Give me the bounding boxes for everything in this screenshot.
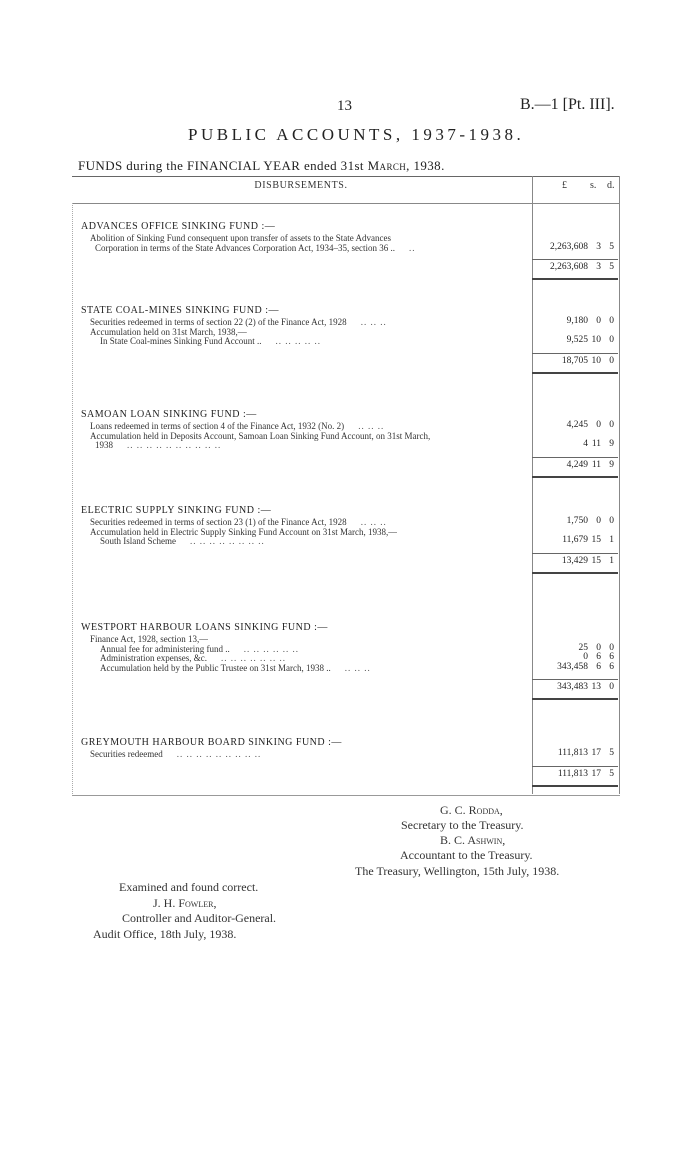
leader-dots: .. .. .. .. .. .. .. <box>220 653 286 663</box>
amount-shillings: 6 <box>596 661 601 672</box>
section-total <box>532 769 616 779</box>
total-shillings: 11 <box>591 459 601 470</box>
total-pounds: 111,813 <box>557 768 588 779</box>
line-text: Corporation in terms of the State Advances Corporation Act, 1934–35, section 36 .. <box>95 242 395 253</box>
section-line <box>100 653 286 663</box>
section-heading: WESTPORT HARBOUR LOANS SINKING FUND :— <box>81 622 328 633</box>
line-amount <box>532 652 616 662</box>
section-total <box>532 460 616 470</box>
amount-shillings: 6 <box>596 652 601 662</box>
total-pounds: 13,429 <box>561 555 588 566</box>
section-total <box>532 682 616 692</box>
secretary-name: G. C. Rodda, <box>440 803 503 817</box>
section-line <box>90 317 387 327</box>
section-line <box>90 527 397 537</box>
total-pounds: 2,263,608 <box>550 262 588 272</box>
line-amount <box>532 316 616 326</box>
accountant-name: B. C. Ashwin, <box>440 833 506 847</box>
amount-pence: 0 <box>609 316 614 326</box>
leader-dots: .. .. .. .. .. .. .. .. .. <box>176 749 262 759</box>
section-line <box>100 536 265 546</box>
amount-shillings: 0 <box>596 316 601 326</box>
secretary-title: Secretary to the Treasury. <box>401 818 524 832</box>
amount-pounds: 0 <box>583 652 588 662</box>
shillings-heading: s. <box>590 180 597 191</box>
amount-pounds: 9,180 <box>566 316 588 326</box>
line-text: Annual fee for administering fund .. <box>100 643 230 654</box>
audit-examined: Examined and found correct. <box>119 880 259 894</box>
amount-shillings: 0 <box>596 516 601 526</box>
total-pence: 1 <box>609 555 614 566</box>
total-shillings: 15 <box>591 555 601 566</box>
section-line <box>90 327 247 337</box>
section-line <box>90 233 391 243</box>
section-line <box>100 336 321 346</box>
leader-dots: .. .. .. <box>360 317 387 327</box>
amount-shillings: 0 <box>596 420 601 430</box>
amount-shillings: 10 <box>591 335 601 345</box>
total-shillings: 13 <box>591 682 601 692</box>
section-line <box>90 421 384 431</box>
right-border <box>619 176 620 794</box>
total-pence: 0 <box>609 682 614 692</box>
section-line <box>95 440 221 450</box>
amount-pence: 0 <box>609 335 614 345</box>
auditor-name: J. H. Fowler, <box>153 896 217 910</box>
leader-dots: .. .. .. .. .. .. .. .. <box>190 536 265 546</box>
total-pence: 5 <box>609 768 614 779</box>
total-shillings: 17 <box>591 768 601 779</box>
amount-pence: 6 <box>609 661 614 672</box>
amount-pounds: 111,813 <box>557 748 588 758</box>
amount-pence: 6 <box>609 652 614 662</box>
section-heading: SAMOAN LOAN SINKING FUND :— <box>81 409 257 420</box>
line-amount <box>532 439 616 449</box>
subtitle-month: March <box>367 158 407 173</box>
total-shillings: 10 <box>591 355 601 366</box>
line-text: Accumulation held by the Public Trustee on 31st March, 1938 .. <box>100 662 331 673</box>
line-amount <box>532 242 616 252</box>
line-text: Accumulation held in Electric Supply Sinking Fund Account on 31st March, 1938,— <box>90 526 398 537</box>
line-amount <box>532 535 616 545</box>
amount-pounds: 343,458 <box>557 661 588 672</box>
line-text: Securities redeemed in terms of section 22 (2) of the Finance Act, 1928 <box>90 317 347 327</box>
subtitle-prefix: FUNDS during the FINANCIAL YEAR ended 31st <box>78 158 368 173</box>
column-heading: DISBURSEMENTS. <box>254 180 348 191</box>
section-line <box>90 517 387 527</box>
total-pence: 9 <box>609 459 614 470</box>
leader-dots: .. .. .. .. .. <box>275 336 321 346</box>
amount-pence: 5 <box>609 241 614 252</box>
amount-pounds: 9,525 <box>566 335 588 345</box>
line-text: Loans redeemed in terms of section 4 of the Finance Act, 1932 (No. 2) <box>90 421 345 431</box>
section-heading: ELECTRIC SUPPLY SINKING FUND :— <box>81 505 272 516</box>
amount-shillings: 0 <box>596 642 601 653</box>
audit-place-date: Audit Office, 18th July, 1938. <box>93 927 237 941</box>
subtitle-suffix: , 1938. <box>406 158 445 173</box>
line-text: In State Coal-mines Sinking Fund Account .. <box>100 336 262 346</box>
section-line <box>100 644 299 654</box>
line-amount <box>532 748 616 758</box>
document-reference: B.—1 [Pt. III]. <box>520 96 615 113</box>
section-heading: STATE COAL-MINES SINKING FUND :— <box>81 305 279 316</box>
section-line <box>90 431 430 441</box>
line-amount <box>532 662 616 672</box>
line-text: 1938 <box>95 440 113 450</box>
line-text: Abolition of Sinking Fund consequent upon transfer of assets to the State Advances <box>90 233 391 243</box>
leader-dots: .. .. .. <box>344 662 371 673</box>
line-text: Securities redeemed in terms of section 23 (1) of the Finance Act, 1928 <box>90 517 347 527</box>
header-rule <box>72 203 620 204</box>
amount-pence: 5 <box>609 748 614 758</box>
line-amount <box>532 643 616 653</box>
section-total <box>532 262 616 272</box>
amount-pence: 1 <box>609 535 614 545</box>
total-pence: 0 <box>609 355 614 366</box>
section-line <box>90 749 261 759</box>
amount-shillings: 17 <box>591 748 601 758</box>
section-line <box>90 634 208 644</box>
section-line <box>95 243 415 253</box>
line-text: South Island Scheme <box>100 536 176 546</box>
page-subtitle <box>78 158 445 174</box>
accountant-title: Accountant to the Treasury. <box>400 848 533 862</box>
line-amount <box>532 516 616 526</box>
amount-pounds: 11,679 <box>562 535 588 545</box>
page-title: PUBLIC ACCOUNTS, 1937-1938. <box>188 125 525 144</box>
amount-pounds: 2,263,608 <box>550 241 588 252</box>
line-text: Securities redeemed <box>90 749 163 759</box>
amount-pounds: 1,750 <box>566 516 588 526</box>
amount-pounds: 25 <box>578 642 588 653</box>
amount-shillings: 15 <box>591 535 601 545</box>
total-pounds: 4,249 <box>566 459 588 470</box>
total-pence: 5 <box>609 262 614 272</box>
section-heading: GREYMOUTH HARBOUR BOARD SINKING FUND :— <box>81 737 342 748</box>
line-text: Finance Act, 1928, section 13,— <box>90 634 209 644</box>
leader-dots: .. .. .. .. .. .. <box>243 643 299 654</box>
line-text: Accumulation held on 31st March, 1938,— <box>90 326 247 337</box>
line-amount <box>532 420 616 430</box>
pence-heading: d. <box>607 180 615 191</box>
auditor-title: Controller and Auditor-General. <box>122 911 277 925</box>
line-text: Administration expenses, &c. <box>100 653 207 663</box>
section-total <box>532 356 616 366</box>
total-pounds: 343,483 <box>557 682 588 692</box>
amount-pounds: 4 <box>583 439 588 449</box>
leader-dots: .. .. .. <box>360 517 387 527</box>
amount-shillings: 11 <box>591 439 601 449</box>
leader-dots: .. .. .. .. .. .. .. .. .. .. <box>127 440 222 450</box>
line-amount <box>532 335 616 345</box>
amount-pence: 0 <box>609 420 614 430</box>
total-pounds: 18,705 <box>561 355 588 366</box>
amount-pence: 0 <box>609 516 614 526</box>
total-shillings: 3 <box>596 262 601 272</box>
treasury-place-date: The Treasury, Wellington, 15th July, 1938. <box>355 864 560 878</box>
pounds-heading: £ <box>562 180 567 191</box>
section-total <box>532 556 616 566</box>
line-text: Accumulation held in Deposits Account, Samoan Loan Sinking Fund Account, on 31st March, <box>90 430 431 441</box>
page-number: 13 <box>337 98 352 114</box>
section-line <box>100 663 371 673</box>
leader-dots: .. <box>408 242 416 253</box>
left-border <box>72 203 73 794</box>
amount-shillings: 3 <box>596 241 601 252</box>
section-heading: ADVANCES OFFICE SINKING FUND :— <box>81 221 276 232</box>
amount-pence: 9 <box>609 439 614 449</box>
leader-dots: .. .. .. <box>358 421 385 431</box>
amount-pounds: 4,245 <box>566 420 588 430</box>
amount-pence: 0 <box>609 642 614 653</box>
